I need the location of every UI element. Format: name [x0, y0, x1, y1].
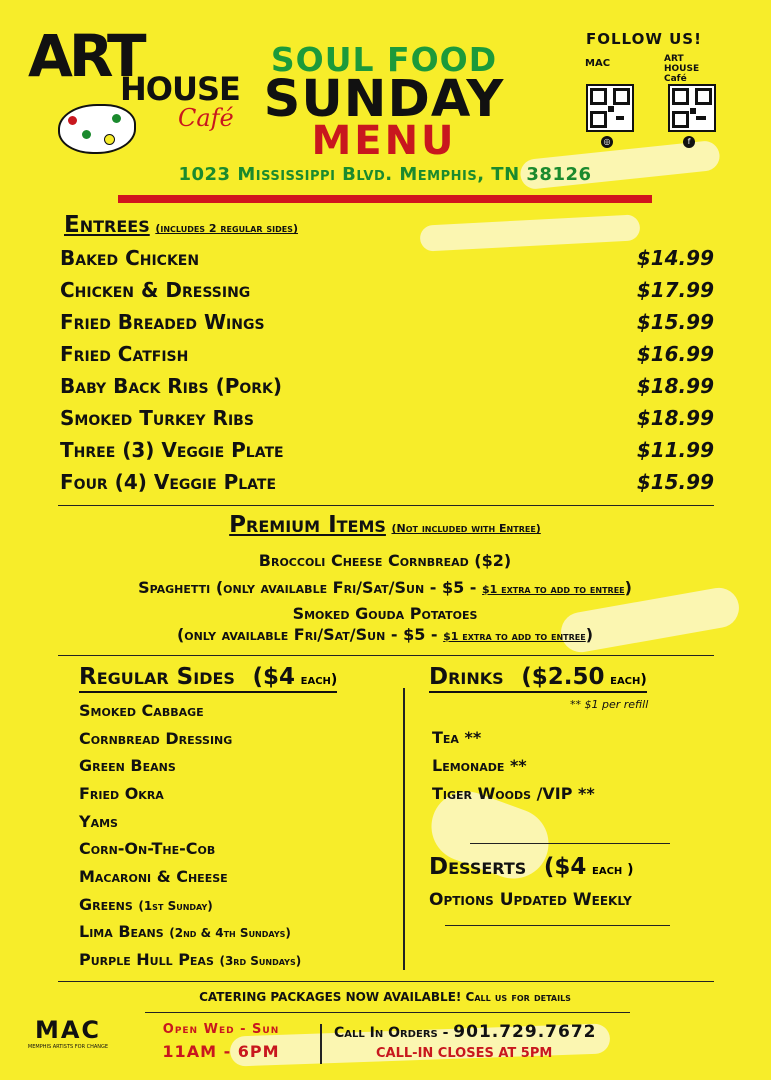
drink-item: Tiger Woods /VIP ** — [432, 784, 595, 803]
logo-art-letters: ART — [28, 22, 143, 90]
mac-footer-logo — [22, 1016, 114, 1050]
entree-item — [60, 310, 714, 342]
side-item: Green Beans — [79, 756, 176, 775]
side-note: (1st Sunday) — [138, 899, 213, 913]
premium-line-spaghetti — [40, 578, 730, 597]
entrees-note: (includes 2 regular sides) — [155, 222, 298, 235]
divider-line — [145, 1012, 630, 1013]
logo-house-text: HOUSE — [120, 70, 240, 108]
divider-line — [470, 843, 670, 844]
follow-us-label: FOLLOW US! — [586, 30, 702, 48]
catering-rest: Call us for details — [461, 990, 571, 1004]
desserts-title: Desserts — [429, 854, 527, 880]
entree-item — [60, 406, 714, 438]
title-menu: MENU — [311, 118, 457, 164]
open-days: Open Wed - Sun — [162, 1022, 280, 1037]
drinks-title: Drinks — [429, 664, 504, 690]
desserts-heading — [429, 854, 634, 880]
side-item: Yams — [79, 812, 118, 831]
entree-name: Fried Breaded Wings — [60, 310, 265, 334]
drinks-each: each) — [610, 672, 647, 688]
entree-name: Fried Catfish — [60, 342, 189, 366]
desserts-price: ($4 — [543, 854, 587, 880]
drink-item: Tea ** — [432, 728, 482, 747]
entree-name: Baked Chicken — [60, 246, 200, 270]
entrees-heading — [64, 212, 298, 238]
open-hours: 11AM - 6PM — [162, 1042, 280, 1061]
entrees-title: Entrees — [64, 212, 150, 238]
premium-spaghetti-close: ) — [624, 578, 632, 597]
premium-gouda-text: (only available Fri/Sat/Sun - $5 - — [176, 625, 444, 644]
entree-price: $18.99 — [636, 374, 714, 398]
drinks-price: ($2.50 — [521, 664, 605, 690]
entree-name: Baby Back Ribs (Pork) — [60, 374, 283, 398]
qr-code-facebook[interactable] — [668, 84, 716, 132]
column-divider — [403, 688, 405, 970]
premium-heading — [40, 512, 730, 538]
title-soul-food: SOUL FOOD — [270, 40, 498, 79]
entree-name: Four (4) Veggie Plate — [60, 470, 277, 494]
side-name: Lima Beans — [79, 922, 164, 941]
drinks-refill-note: ** $1 per refill — [570, 698, 649, 711]
side-name: Greens — [79, 895, 133, 914]
side-item: Cornbread Dressing — [79, 729, 233, 748]
call-in-label: Call In Orders - — [334, 1025, 454, 1041]
sides-heading — [79, 664, 337, 693]
instagram-icon[interactable]: ◎ — [601, 136, 613, 148]
side-note: (3rd Sundays) — [219, 954, 302, 968]
drink-item: Lemonade ** — [432, 756, 527, 775]
premium-gouda-extra: $1 extra to add to entree — [443, 630, 586, 643]
drinks-heading — [429, 664, 647, 693]
premium-line-gouda-note — [40, 625, 730, 644]
entree-price: $16.99 — [636, 342, 714, 366]
premium-title: Premium Items — [229, 512, 386, 538]
premium-spaghetti-text: Spaghetti (only available Fri/Sat/Sun - $5 - — [138, 578, 483, 597]
call-in-closes: CALL-IN CLOSES AT 5PM — [376, 1046, 553, 1061]
catering-line — [40, 990, 730, 1004]
side-item: Smoked Cabbage — [79, 701, 204, 720]
side-item — [79, 922, 291, 941]
entree-name: Smoked Turkey Ribs — [60, 406, 254, 430]
entree-item — [60, 342, 714, 374]
side-item — [79, 950, 301, 969]
mac-logo-sub: MEMPHIS ARTISTS FOR CHANGE — [27, 1044, 109, 1050]
desserts-each: each ) — [592, 862, 634, 878]
entree-item — [60, 246, 714, 278]
premium-note: (Not included with Entree) — [391, 522, 541, 535]
mac-logo-text: MAC — [34, 1016, 102, 1044]
side-item: Macaroni & Cheese — [79, 867, 228, 886]
entree-name: Three (3) Veggie Plate — [60, 438, 284, 462]
divider-line — [58, 655, 714, 656]
divider-line — [445, 925, 670, 926]
art-house-cafe-logo — [28, 22, 238, 152]
red-divider-bar — [118, 195, 652, 203]
address: 1023 Mississippi Blvd. Memphis, TN 38126 — [178, 164, 592, 185]
entree-item — [60, 278, 714, 310]
entree-price: $14.99 — [636, 246, 714, 270]
premium-line-gouda: Smoked Gouda Potatoes — [292, 604, 478, 623]
title-sunday: SUNDAY — [263, 70, 505, 129]
entree-price: $15.99 — [636, 470, 714, 494]
divider-line — [58, 981, 714, 982]
premium-spaghetti-extra: $1 extra to add to entree — [482, 583, 625, 596]
entree-item — [60, 374, 714, 406]
mac-mini-logo: MAC — [585, 58, 611, 69]
entree-price: $11.99 — [636, 438, 714, 462]
qr-code-instagram[interactable] — [586, 84, 634, 132]
desserts-note: Options Updated Weekly — [429, 890, 632, 910]
art-house-mini-logo: ART HOUSE Café — [664, 54, 700, 84]
premium-gouda-close: ) — [585, 625, 594, 644]
side-item: Fried Okra — [79, 784, 164, 803]
divider-line — [58, 505, 714, 506]
entree-price: $15.99 — [636, 310, 714, 334]
entree-price: $17.99 — [636, 278, 714, 302]
entree-item — [60, 470, 714, 502]
call-in-line — [334, 1022, 596, 1042]
logo-cafe-text: Café — [178, 104, 234, 132]
facebook-icon[interactable]: f — [683, 136, 695, 148]
entree-price: $18.99 — [636, 406, 714, 430]
premium-line-cornbread: Broccoli Cheese Cornbread ($2) — [258, 551, 512, 570]
entree-item — [60, 438, 714, 470]
side-item: Corn-On-The-Cob — [79, 839, 216, 858]
side-name: Purple Hull Peas — [79, 950, 214, 969]
side-note: (2nd & 4th Sundays) — [169, 926, 291, 940]
sides-title: Regular Sides — [79, 664, 235, 690]
catering-bold: CATERING PACKAGES NOW AVAILABLE! — [199, 990, 462, 1004]
side-item — [79, 895, 213, 914]
footer-divider — [320, 1024, 322, 1064]
sides-price: ($4 — [252, 664, 296, 690]
entree-name: Chicken & Dressing — [60, 278, 251, 302]
palette-icon — [58, 104, 136, 154]
sides-each: each) — [300, 672, 338, 688]
phone-number[interactable]: 901.729.7672 — [453, 1022, 597, 1042]
